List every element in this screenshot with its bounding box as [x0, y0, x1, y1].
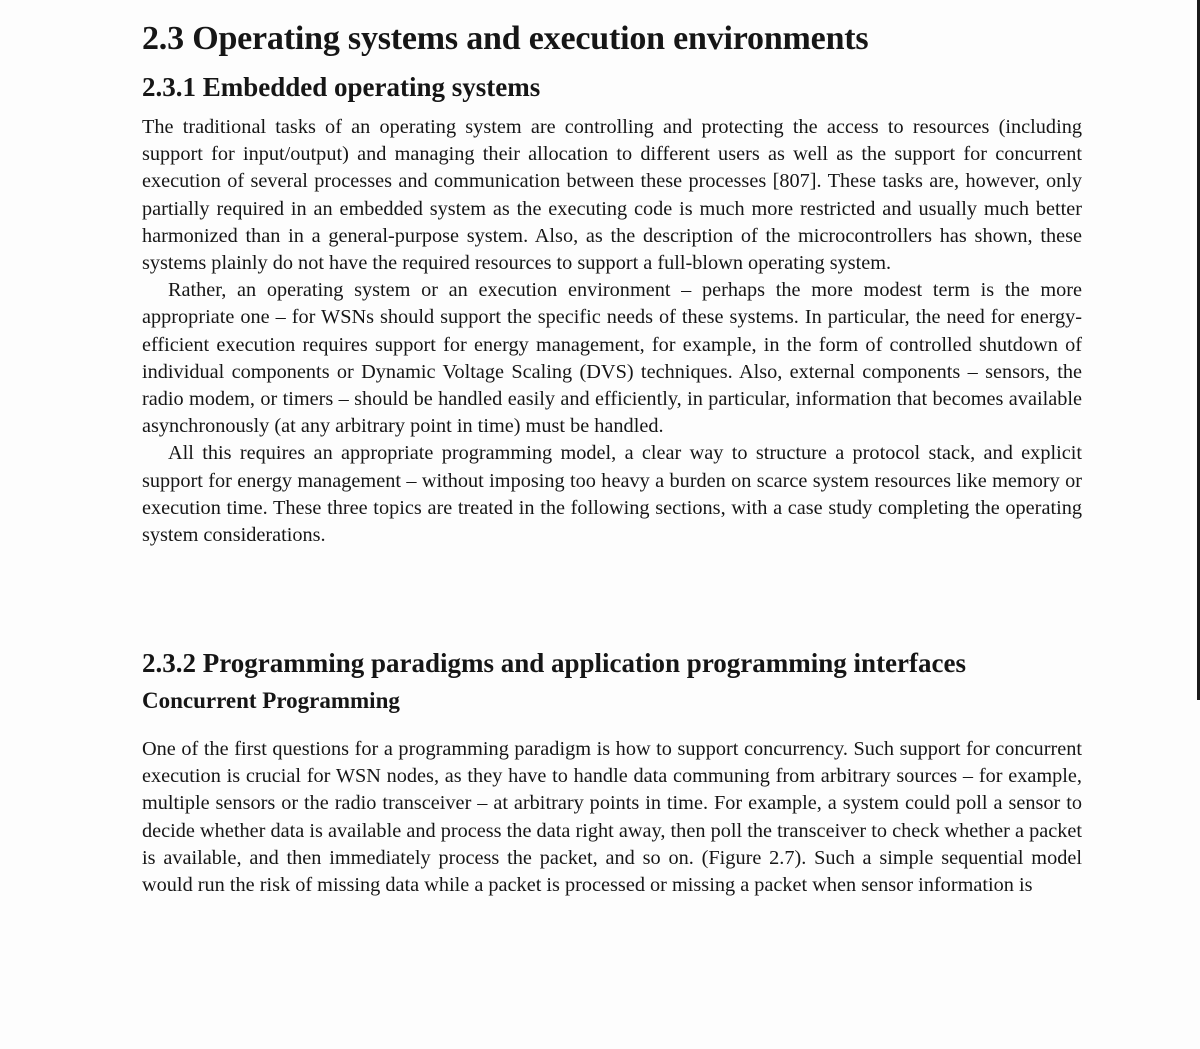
body-paragraph: One of the first questions for a programming paradigm is how to support concurrency. Such support for concurrent execution is crucial for WSN nodes, as they have to handle data communing from arbitrary sources – for example, multiple sensors or the radio transceiver – at arbitrary points in time. For example, a system could poll a sensor to decide whether data is available and process the data right away, then poll the transceiver to check whether a packet is available, and then immediately process the packet, and so on. (Figure 2.7). Such a simple sequential model would run the risk of missing data while a packet is processed or missing a packet when sensor information is — [142, 738, 1082, 897]
subsection-heading: 2.3.1 Embedded operating systems — [142, 72, 541, 102]
document-page — [142, 18, 1082, 897]
section-heading: 2.3 Operating systems and execution environments — [142, 20, 869, 57]
subsection-embedded-os — [142, 70, 1082, 549]
subsection-programming-paradigms — [142, 646, 1082, 899]
subsection-heading: 2.3.2 Programming paradigms and application programming interfaces — [142, 648, 966, 678]
body-paragraph: Rather, an operating system or an execution environment – perhaps the more modest term is the more appropriate one – for WSNs should support the specific needs of these systems. In particular, the need for energy-efficient execution requires support for energy management, for example, in the form of controlled shutdown of individual components or Dynamic Voltage Scaling (DVS) techniques. Also, external components – sensors, the radio modem, or timers – should be handled easily and efficiently, in particular, information that becomes available asynchronously (at any arbitrary point in time) must be handled. — [142, 279, 1082, 438]
body-paragraph: The traditional tasks of an operating system are controlling and protecting the access to resources (including support for input/output) and managing their allocation to different users as well as the support for concurrent execution of several processes and communication between these processes [807]. These tasks are, however, only partially required in an embedded system as the executing code is much more restricted and usually much better harmonized than in a general-purpose system. Also, as the description of the microcontrollers has shown, these systems plainly do not have the required resources to support a full-blown operating system. — [142, 116, 1082, 275]
subsubsection-heading: Concurrent Programming — [142, 688, 400, 713]
body-paragraph: All this requires an appropriate programming model, a clear way to structure a protocol stack, and explicit support for energy management – without imposing too heavy a burden on scarce system resources like memory or execution time. These three topics are treated in the following sections, with a case study completing the operating system considerations. — [142, 442, 1082, 547]
